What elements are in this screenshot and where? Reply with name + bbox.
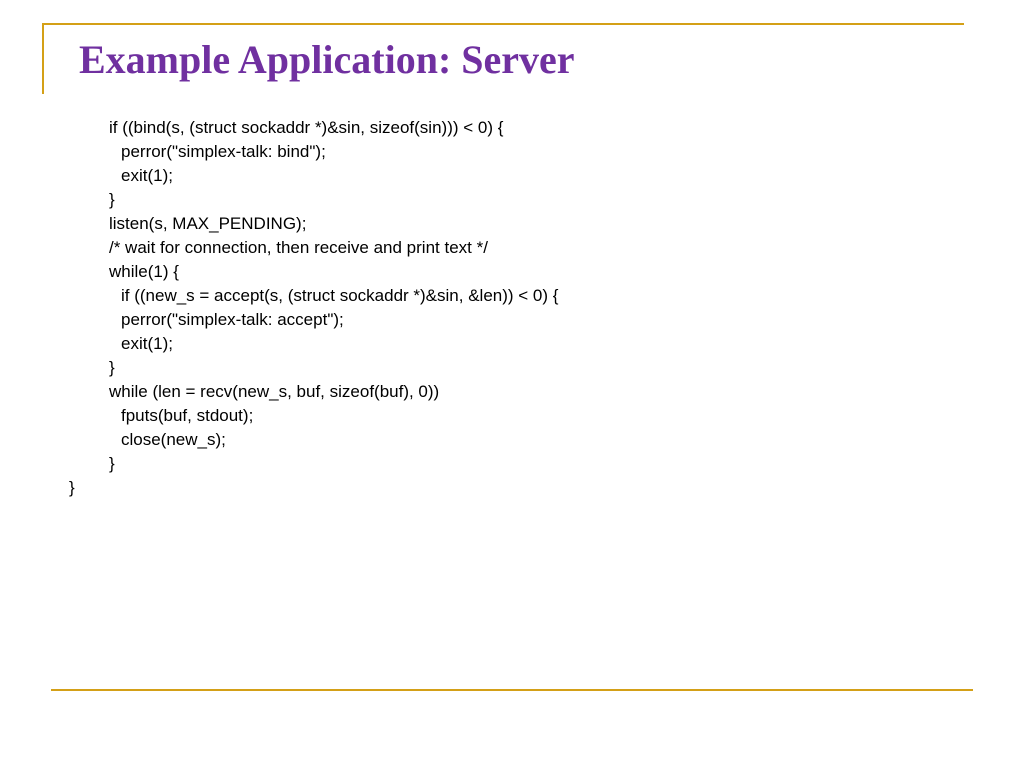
code-line-text: listen(s, MAX_PENDING); xyxy=(109,214,307,233)
code-line-text: } xyxy=(109,454,115,473)
left-rule xyxy=(42,23,44,94)
code-line xyxy=(0,428,1024,452)
code-line xyxy=(0,404,1024,428)
code-line-text: while (len = recv(new_s, buf, sizeof(buf), 0)) xyxy=(109,382,440,401)
code-line xyxy=(0,452,1024,476)
code-block xyxy=(0,116,1024,500)
code-line xyxy=(0,164,1024,188)
code-line-text: } xyxy=(109,358,115,377)
code-line xyxy=(0,140,1024,164)
code-line xyxy=(0,212,1024,236)
code-line xyxy=(0,308,1024,332)
top-rule xyxy=(42,23,964,25)
code-line xyxy=(0,476,1024,500)
code-line-text: while(1) { xyxy=(109,262,179,281)
code-line xyxy=(0,356,1024,380)
code-line-text: exit(1); xyxy=(121,166,173,185)
code-line xyxy=(0,332,1024,356)
code-line-text: perror("simplex-talk: bind"); xyxy=(121,142,326,161)
code-line xyxy=(0,188,1024,212)
code-line xyxy=(0,236,1024,260)
code-line-text: perror("simplex-talk: accept"); xyxy=(121,310,344,329)
code-line xyxy=(0,260,1024,284)
code-line-text: exit(1); xyxy=(121,334,173,353)
slide-title: Example Application: Server xyxy=(79,37,575,82)
code-line-text: /* wait for connection, then receive and print text */ xyxy=(109,238,488,257)
code-line-text: } xyxy=(69,478,75,497)
code-line-text: if ((new_s = accept(s, (struct sockaddr *)&sin, &len)) < 0) { xyxy=(121,286,559,305)
code-line xyxy=(0,116,1024,140)
code-line-text: close(new_s); xyxy=(121,430,226,449)
code-line-text: } xyxy=(109,190,115,209)
bottom-rule xyxy=(51,689,973,691)
code-line xyxy=(0,284,1024,308)
code-line xyxy=(0,380,1024,404)
code-line-text: if ((bind(s, (struct sockaddr *)&sin, sizeof(sin))) < 0) { xyxy=(109,118,504,137)
code-line-text: fputs(buf, stdout); xyxy=(121,406,254,425)
